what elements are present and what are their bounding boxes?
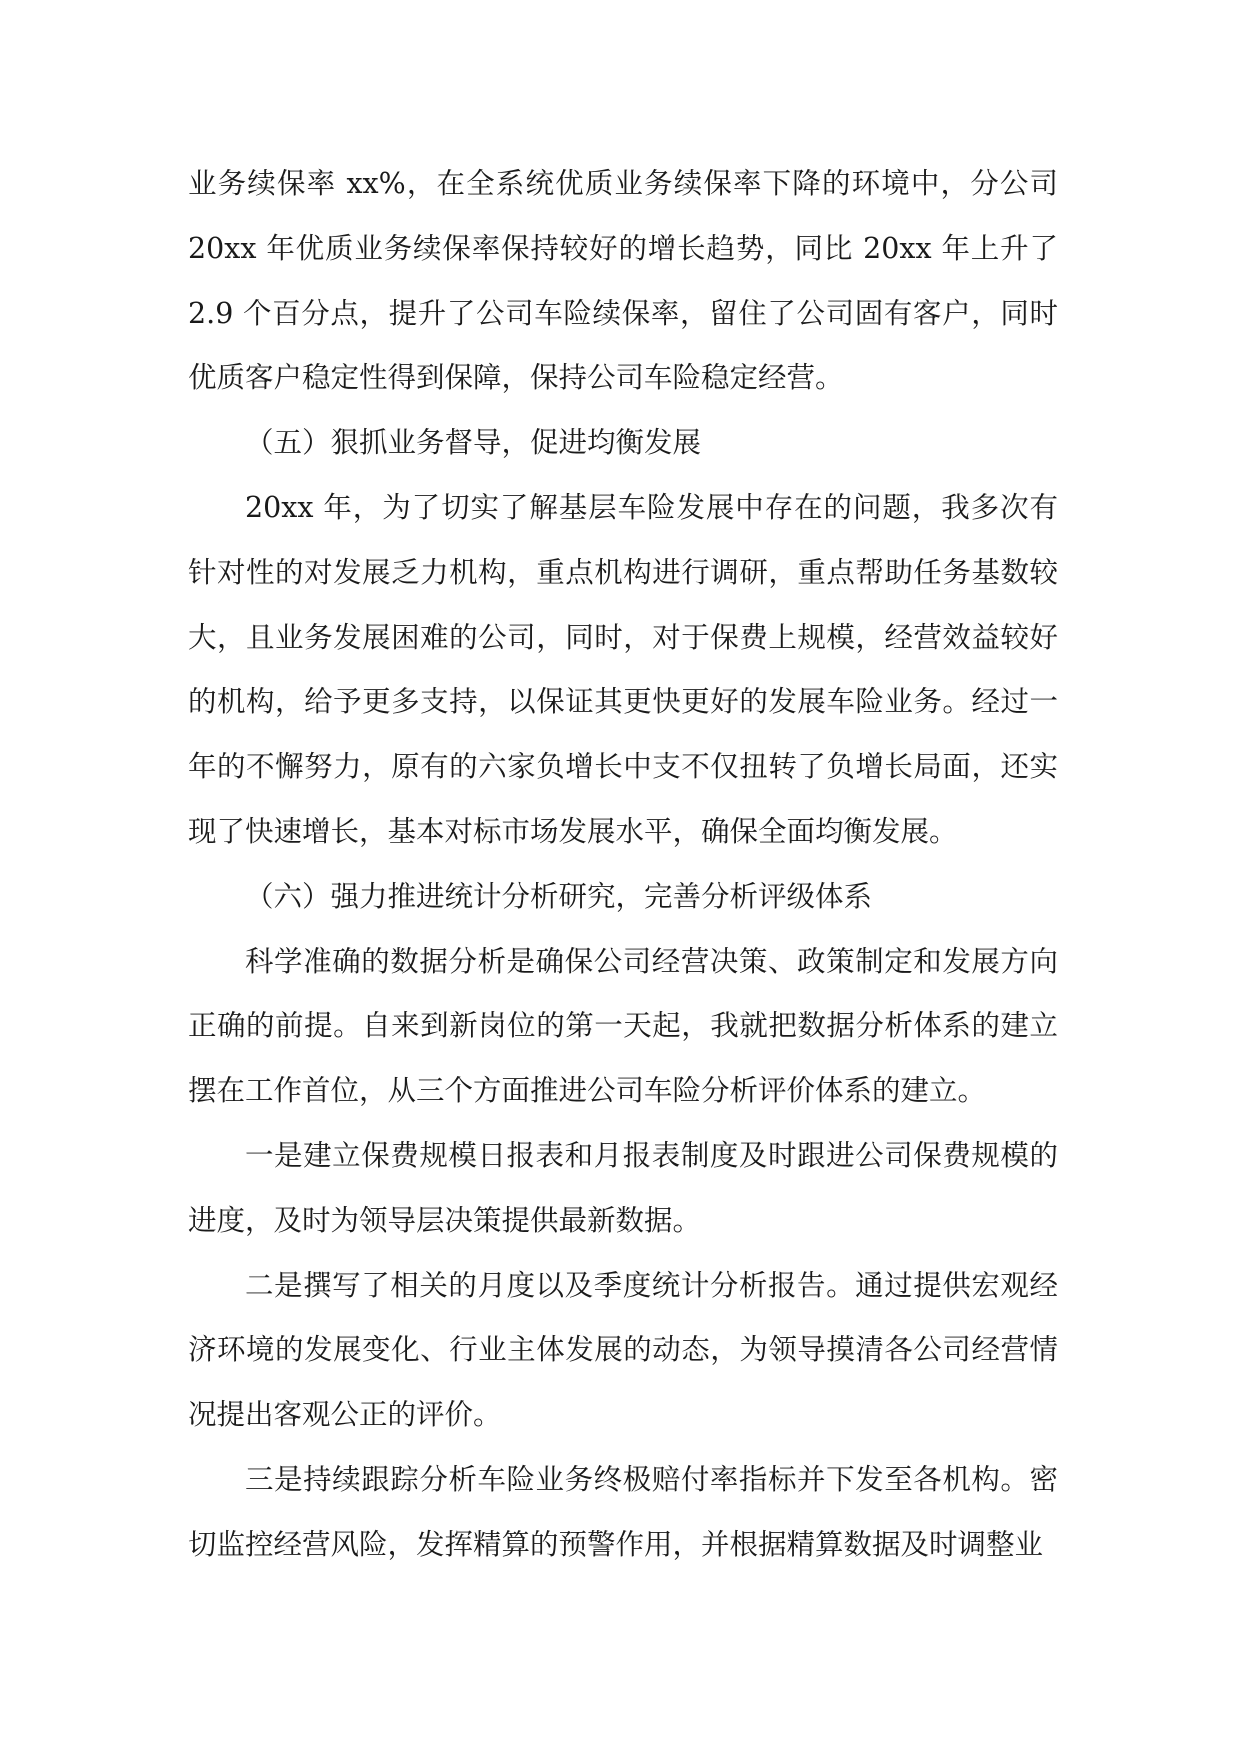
section-heading-five: （五）狠抓业务督导，促进均衡发展 xyxy=(245,426,702,460)
paragraph-data-analysis-intro: 科学准确的数据分析是确保公司经营决策、政策制定和发展方向正确的前提。自来到新岗位的第一天起，我就把数据分析体系的建立摆在工作首位，从三个方面推进公司车险分析评价体系的建立。 xyxy=(188,944,1058,1108)
paragraph-point-three: 三是持续跟踪分析车险业务终极赔付率指标并下发至各机构。密切监控经营风险，发挥精算的预警作用，并根据精算数据及时调整业 xyxy=(188,1462,1058,1561)
paragraph-point-two: 二是撰写了相关的月度以及季度统计分析报告。通过提供宏观经济环境的发展变化、行业主体发展的动态，为领导摸清各公司经营情况提出客观公正的评价。 xyxy=(188,1268,1058,1432)
document-page xyxy=(188,152,1058,1578)
paragraph-continuation: 业务续保率 xx%，在全系统优质业务续保率下降的环境中，分公司 20xx 年优质业务续保率保持较好的增长趋势，同比 20xx 年上升了 2.9 个百分点，提升了公司车险续保率，留住了公司固有客户，同时优质客户稳定性得到保障，保持公司车险稳定经营。 xyxy=(188,167,1058,395)
paragraph-point-one: 一是建立保费规模日报表和月报表制度及时跟进公司保费规模的进度，及时为领导层决策提供最新数据。 xyxy=(188,1138,1058,1237)
section-heading-six: （六）强力推进统计分析研究，完善分析评级体系 xyxy=(245,879,873,913)
paragraph-balanced-development: 20xx 年，为了切实了解基层车险发展中存在的问题，我多次有针对性的对发展乏力机构，重点机构进行调研，重点帮助任务基数较大，且业务发展困难的公司，同时，对于保费上规模，经营效益较好的机构，给予更多支持，以保证其更快更好的发展车险业务。经过一年的不懈努力，原有的六家负增长中支不仅扭转了负增长局面，还实现了快速增长，基本对标市场发展水平，确保全面均衡发展。 xyxy=(188,490,1058,848)
